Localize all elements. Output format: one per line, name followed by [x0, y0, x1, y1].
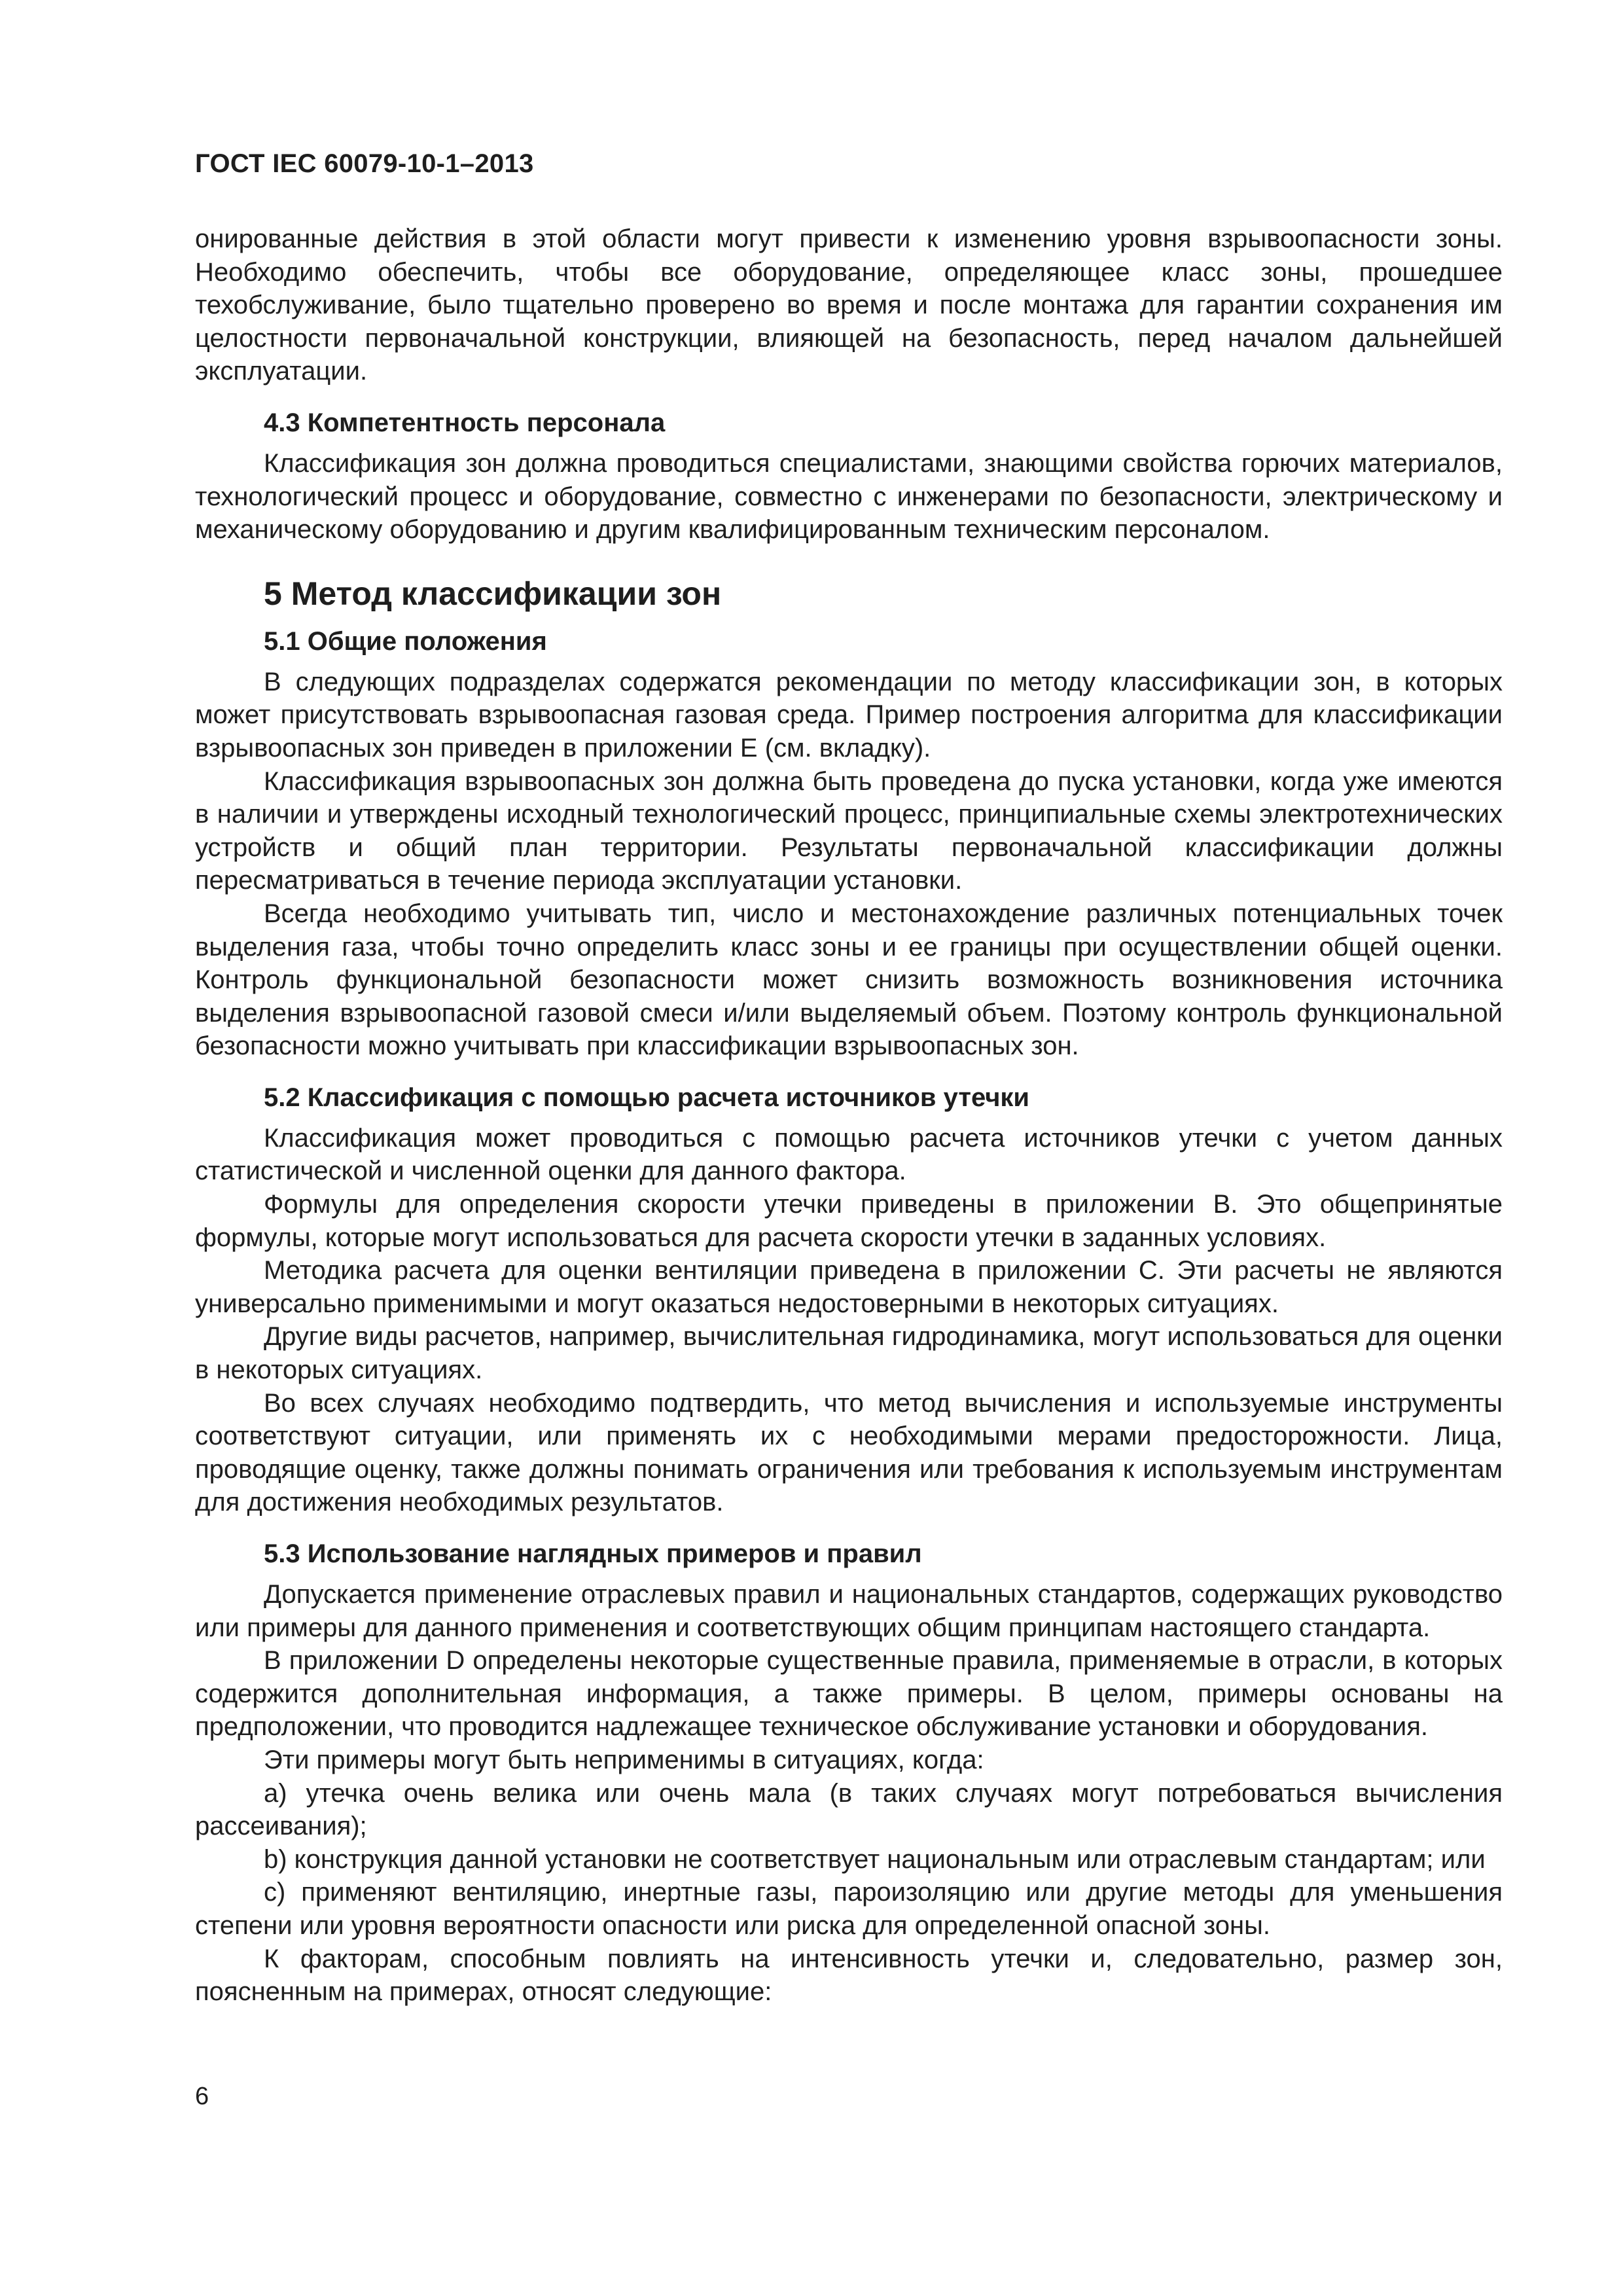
paragraph: Методика расчета для оценки вентиляции приведена в приложении С. Эти расчеты не являются универсально применимыми и могут оказаться недостоверными в некоторых ситуациях. — [195, 1256, 1503, 1318]
paragraph: Во всех случаях необходимо подтвердить, что метод вычисления и используемые инструменты соответствуют ситуации, или применять их с необходимыми мерами предосторожности. Лица, проводящие оценку, также должны понимать ограничения или требования к используемым инструментам для достижения необходимых результатов. — [195, 1388, 1503, 1517]
paragraph: Формулы для определения скорости утечки приведены в приложении В. Это общепринятые формулы, которые могут использоваться для расчета скорости утечки в заданных условиях. — [195, 1190, 1503, 1252]
paragraph: Классификация может проводиться с помощью расчета источников утечки с учетом данных статистической и численной оценки для данного фактора. — [195, 1123, 1503, 1186]
paragraph: Всегда необходимо учитывать тип, число и местонахождение различных потенциальных точек выделения газа, чтобы точно определить класс зоны и ее границы при осуществлении общей оценки. Контроль функциональной безопасности может снизить возможность возникновения источника выделения взрывоопасной газовой смеси и/или выделяемый объем. Поэтому контроль функциональной безопасности можно учитывать при классификации взрывоопасных зон. — [195, 899, 1503, 1061]
document-header: ГОСТ IEC 60079-10-1–2013 — [195, 149, 534, 178]
paragraph: Эти примеры могут быть неприменимы в ситуациях, когда: — [264, 1745, 984, 1774]
section-heading: 5 Метод классификации зон — [264, 575, 722, 612]
page-number: 6 — [195, 2083, 209, 2110]
paragraph: Классификация зон должна проводиться специалистами, знающими свойства горючих материалов, технологический процесс и оборудование, совместно с инженерами по безопасности, электрическому и механическому оборудованию и другим квалифицированным техническим персоналом. — [195, 448, 1503, 545]
subsection-heading: 5.3 Использование наглядных примеров и правил — [264, 1539, 922, 1568]
list-item: b) конструкция данной установки не соответствует национальным или отраслевым стандартам; или — [264, 1844, 1486, 1874]
list-item: c) применяют вентиляцию, инертные газы, пароизоляцию или другие методы для уменьшения степени или уровня вероятности опасности или риска для определенной опасной зоны. — [195, 1878, 1503, 1940]
paragraph: Допускается применение отраслевых правил и национальных стандартов, содержащих руководство или примеры для данного применения и соответствующих общим принципам настоящего стандарта. — [195, 1580, 1503, 1642]
paragraph: В следующих подразделах содержатся рекомендации по методу классификации зон, в которых может присутствовать взрывоопасная газовая среда. Пример построения алгоритма для классификации взрывоопасных зон приведен в приложении Е (см. вкладку). — [195, 667, 1503, 762]
paragraph: В приложении D определены некоторые существенные правила, применяемые в отрасли, в которых содержится дополнительная информация, а также примеры. В целом, примеры основаны на предположении, что проводится надлежащее техническое обслуживание установки и оборудования. — [195, 1646, 1503, 1742]
paragraph: К факторам, способным повлиять на интенсивность утечки и, следовательно, размер зон, поясненным на примерах, относят следующие: — [195, 1944, 1503, 2007]
subsection-heading: 5.2 Классификация с помощью расчета источников утечки — [264, 1083, 1030, 1112]
list-item: a) утечка очень велика или очень мала (в таких случаях могут потребоваться вычисления рассеивания); — [195, 1778, 1503, 1841]
subsection-heading: 5.1 Общие положения — [264, 626, 547, 656]
subsection-heading: 4.3 Компетентность персонала — [264, 408, 666, 437]
paragraph: Классификация взрывоопасных зон должна быть проведена до пуска установки, когда уже имеются в наличии и утверждены исходный технологический процесс, принципиальные схемы электротехнических устройств и общий план территории. Результаты первоначальной классификации должны пересматриваться в течение периода эксплуатации установки. — [195, 766, 1503, 895]
paragraph: Другие виды расчетов, например, вычислительная гидродинамика, могут использоваться для оценки в некоторых ситуациях. — [195, 1322, 1503, 1385]
document-body — [195, 223, 1503, 2009]
paragraph: онированные действия в этой области могут привести к изменению уровня взрывоопасности зоны. Необходимо обеспечить, чтобы все оборудование, определяющее класс зоны, прошедшее техобслуживание, было тщательно проверено во время и после монтажа для гарантии сохранения им целостности первоначальной конструкции, влияющей на безопасность, перед началом дальнейшей эксплуатации. — [195, 224, 1503, 386]
